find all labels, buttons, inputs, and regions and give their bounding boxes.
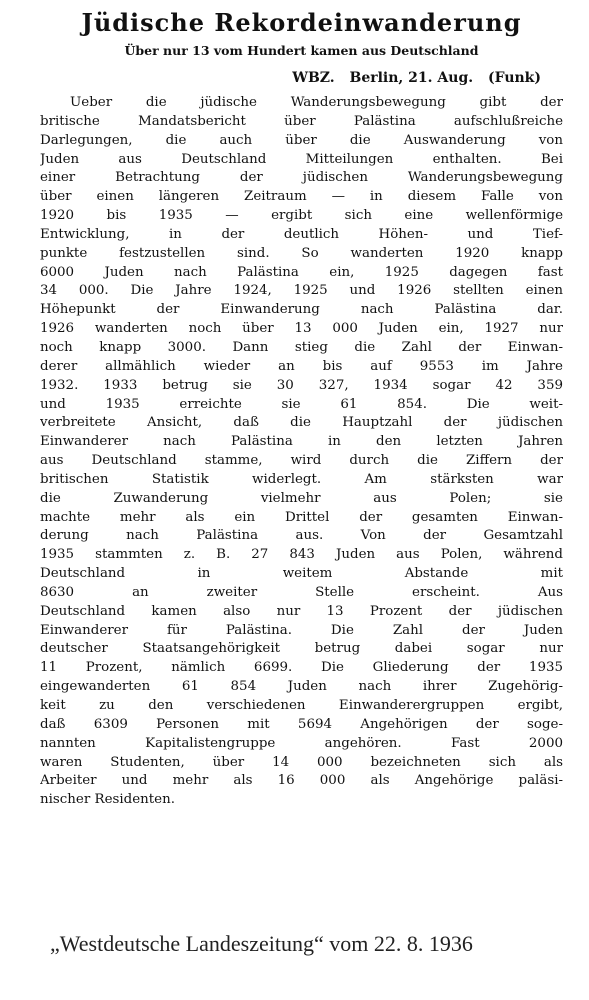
- dateline-place: Berlin, 21. Aug.: [349, 70, 474, 86]
- dateline-agency: WBZ.: [292, 70, 335, 86]
- article-line: Darlegungen, die auch über die Auswanderung von: [40, 132, 563, 148]
- article-line: 8630 an zweiter Stelle erscheint. Aus: [40, 584, 563, 600]
- article-line: machte mehr als ein Drittel der gesamten Einwan-: [40, 509, 563, 525]
- article-line: die Zuwanderung vielmehr aus Polen; sie: [40, 490, 563, 506]
- article-line: verbreitete Ansicht, daß die Hauptzahl der jüdischen: [40, 415, 563, 431]
- article-line: 1926 wanderten noch über 13 000 Juden ein, 1927 nur: [40, 321, 563, 337]
- article-line: noch knapp 3000. Dann stieg die Zahl der Einwan-: [40, 339, 563, 355]
- article-line: britische Mandatsbericht über Palästina aufschlußreiche: [40, 113, 563, 129]
- article-line: waren Studenten, über 14 000 bezeichneten sich als: [40, 754, 563, 770]
- article-line: einer Betrachtung der jüdischen Wanderungsbewegung: [40, 170, 563, 186]
- source-caption: „Westdeutsche Landeszeitung“ vom 22. 8. 1936: [50, 931, 473, 956]
- article-line: 34 000. Die Jahre 1924, 1925 und 1926 stellten einen: [40, 283, 563, 299]
- article-body: [40, 94, 563, 810]
- article-line: Deutschland in weitem Abstande mit: [40, 566, 563, 582]
- article-line: Einwanderer nach Palästina in den letzten Jahren: [40, 434, 563, 450]
- article-line: 1935 stammten z. B. 27 843 Juden aus Polen, während: [40, 547, 563, 563]
- article-line: deutscher Staatsangehörigkeit betrug dabei sogar nur: [40, 641, 563, 657]
- article-line: derer allmählich wieder an bis auf 9553 im Jahre: [40, 358, 563, 374]
- article-line: 1920 bis 1935 — ergibt sich eine wellenförmige: [40, 208, 563, 224]
- article-line: Einwanderer für Palästina. Die Zahl der Juden: [40, 622, 563, 638]
- article-line: Höhepunkt der Einwanderung nach Palästina dar.: [40, 302, 563, 318]
- article-line: britischen Statistik widerlegt. Am stärksten war: [40, 471, 563, 487]
- article-line: Deutschland kamen also nur 13 Prozent der jüdischen: [40, 603, 563, 619]
- article-line: Ueber die jüdische Wanderungsbewegung gibt der: [70, 95, 563, 110]
- article-line: keit zu den verschiedenen Einwanderergruppen ergibt,: [40, 698, 563, 713]
- article-line: eingewanderten 61 854 Juden nach ihrer Zugehörig-: [40, 679, 563, 695]
- article-line: daß 6309 Personen mit 5694 Angehörigen der soge-: [40, 716, 563, 732]
- article-line: nischer Residenten.: [40, 792, 175, 808]
- article-line: Arbeiter und mehr als 16 000 als Angehörige paläsi-: [40, 773, 563, 789]
- article-line: 11 Prozent, nämlich 6699. Die Gliederung der 1935: [40, 660, 563, 676]
- article-headline: Jüdische Rekordeinwanderung: [81, 8, 522, 37]
- article-line: aus Deutschland stamme, wird durch die Ziffern der: [40, 453, 563, 469]
- article-dateline: [40, 68, 563, 88]
- article-line: und 1935 erreichte sie 61 854. Die weit-: [40, 396, 563, 412]
- article-line: 1932. 1933 betrug sie 30 327, 1934 sogar 42 359: [40, 377, 563, 393]
- article-line: punkte festzustellen sind. So wanderten 1920 knapp: [40, 245, 563, 261]
- article-line: Juden aus Deutschland Mitteilungen enthalten. Bei: [40, 151, 563, 167]
- article-line: über einen längeren Zeitraum — in diesem Falle von: [40, 189, 563, 205]
- article-line: 6000 Juden nach Palästina ein, 1925 dagegen fast: [40, 264, 563, 280]
- dateline-source: (Funk): [488, 70, 541, 86]
- article-line: derung nach Palästina aus. Von der Gesamtzahl: [40, 528, 563, 544]
- article-line: nannten Kapitalistengruppe angehören. Fast 2000: [40, 735, 563, 751]
- article-line: Entwicklung, in der deutlich Höhen- und Tief-: [40, 226, 563, 242]
- article-subheadline: Über nur 13 vom Hundert kamen aus Deutschland: [124, 43, 479, 58]
